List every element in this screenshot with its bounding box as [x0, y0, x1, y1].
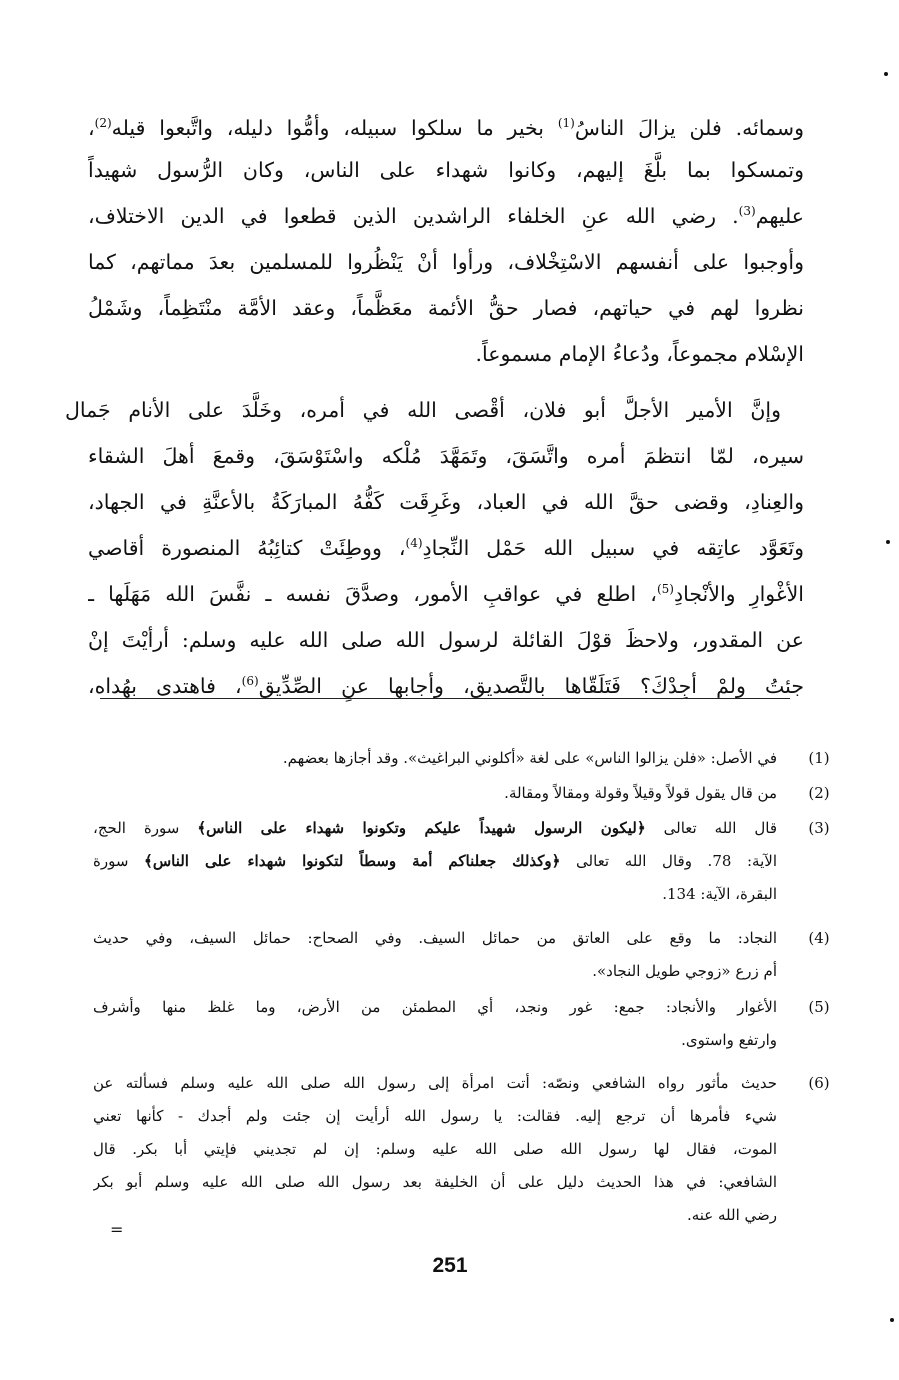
footnote-line: من قال يقول قولاً وقيلاً وقولة ومقالاً ومقالة.	[504, 784, 777, 802]
footnote-line: الأغوار والأنجاد: جمع: غور ونجد، أي المطمئن من الأرض، وما غلظ منها وأشرف	[93, 998, 777, 1016]
footnote-ref: (6)	[241, 674, 259, 688]
footnote-line: حديث مأثور رواه الشافعي ونصّه: أتت امرأة إلى رسول الله صلى الله عليه وسلم فسألته عن	[93, 1074, 777, 1092]
text-line: وسمائه. فلن يزالَ الناسُ$^{(1)}$ بخير ما سلكوا سبيله، وأمُّوا دليله، واتَّبعوا قيله$^{(2)}$،	[88, 116, 804, 140]
margin-dot	[884, 72, 888, 76]
footnote-line: الموت، فقال لها رسول الله صلى الله عليه وسلم: إن لم تجديني فإيتي أبا بكر. قال	[93, 1140, 777, 1158]
text-line: عن المقدور، ولاحظَ قوْلَ القائلة لرسول الله صلى الله عليه وسلم: أرأيْتَ إنْ	[88, 628, 804, 652]
footnote-separator	[100, 698, 790, 699]
margin-dot	[890, 1318, 894, 1322]
footnote-line: شيء فأمرها أن ترجع إليه. فقالت: يا رسول الله أرأيت إن جئت ولم أجدك - كأنها تعني	[93, 1107, 777, 1125]
text-line: وتَعَوَّد عاتِقه في سبيل الله حَمْل النِّجادِ$^{(4)}$، ووطِئَتْ كتائِبُهُ المنصورة أقاصي	[88, 536, 804, 560]
footnote-ref: (1)	[557, 116, 575, 130]
page-number: 251	[432, 1254, 468, 1277]
text-line: وتمسكوا بما بلَّغَ إليهم، وكانوا شهداء على الناس، وكان الرُّسول شهيداً	[88, 158, 804, 182]
text-line: الإسْلام مجموعاً، ودُعاءُ الإمام مسموعاً.	[475, 342, 804, 366]
footnote-number: (6)	[808, 1074, 830, 1092]
footnote-line: قال الله تعالى ﴿ليكون الرسول شهيداً عليكم وتكونوا شهداء على الناس﴾ سورة الحج،	[93, 819, 777, 837]
footnote-line: البقرة، الآية: 134.	[662, 885, 777, 903]
footnote-line: النجاد: ما وقع على العاتق من حمائل السيف. وفي الصحاح: حمائل السيف، وفي حديث	[93, 929, 777, 947]
footnote-number: (4)	[808, 929, 830, 947]
quran-quote: ﴿ليكون الرسول شهيداً عليكم وتكونوا شهداء على الناس﴾	[197, 819, 646, 837]
text-line: وإنَّ الأمير الأجلَّ أبو فلان، أقْصى الله في أمره، وخَلَّدَ على الأنام جَمال	[65, 398, 781, 422]
text-line: الأغْوارِ والأنْجادِ$^{(5)}$، اطلع في عواقبِ الأمور، وصدَّقَ نفسه ـ نفَّسَ الله مَهَلَها ـ	[88, 582, 804, 606]
text-line: جئتُ ولمْ أجِدْكَ؟ فَتَلَقّاها بالتَّصديق، وأجابها عنِ الصِّدِّيق$^{(6)}$، فاهتدى بهُداه،	[88, 674, 804, 698]
text-line: والعِنادِ، وقضى حقَّ الله في العباد، وغَرِقَت كَفُّهُ المبارَكَةُ بالأعنَّةِ في الجهاد،	[88, 490, 804, 514]
footnote-number: (1)	[808, 749, 830, 767]
quran-quote: ﴿وكذلك جعلناكم أمة وسطاً لتكونوا شهداء على الناس﴾	[144, 852, 561, 870]
text-line: سيره، لمّا انتظمَ أمره واتَّسَقَ، وتَمَهَّدَ مُلْكه واسْتَوْسَقَ، وقمعَ أهلَ الشقاء	[88, 444, 804, 468]
footnote-line: رضي الله عنه.	[686, 1206, 777, 1224]
footnote-line: الآية: 78. وقال الله تعالى ﴿وكذلك جعلناكم أمة وسطاً لتكونوا شهداء على الناس﴾ سورة	[93, 852, 777, 870]
text-line: نظروا لهم في حياتهم، فصار حقُّ الأئمة معَظَّماً، وعقد الأمَّة منْتَظِماً، وشَمْلُ	[88, 296, 804, 320]
text-line: وأوجبوا على أنفسهم الاسْتِخْلاف، ورأوا أنْ يَنْظُروا للمسلمين بعدَ مماتهم، كما	[88, 250, 804, 274]
footnote-ref: (4)	[405, 536, 423, 550]
footnote-line: أم زرع «زوجي طويل النجاد».	[592, 962, 777, 980]
margin-dot	[886, 540, 890, 544]
footnote-ref: (2)	[94, 116, 112, 130]
footnote-line: الشافعي: في هذا الحديث دليل على أن الخليفة بعد رسول الله صلى الله عليه وسلم أبو بكر	[93, 1173, 777, 1191]
footnote-number: (3)	[808, 819, 830, 837]
text-line: عليهم$^{(3)}$. رضي الله عنِ الخلفاء الراشدين الذين قطعوا في الدين الاختلاف،	[88, 204, 804, 228]
footnote-number: (5)	[808, 998, 830, 1016]
footnote-line: في الأصل: «فلن يزالوا الناس» على لغة «أكلوني البراغيث». وقد أجازها بعضهم.	[282, 749, 777, 767]
continuation-mark: =	[110, 1220, 124, 1239]
footnote-ref: (3)	[738, 204, 756, 218]
footnote-ref: (5)	[656, 582, 674, 596]
footnote-line: وارتفع واستوى.	[681, 1031, 777, 1049]
footnote-number: (2)	[808, 784, 830, 802]
